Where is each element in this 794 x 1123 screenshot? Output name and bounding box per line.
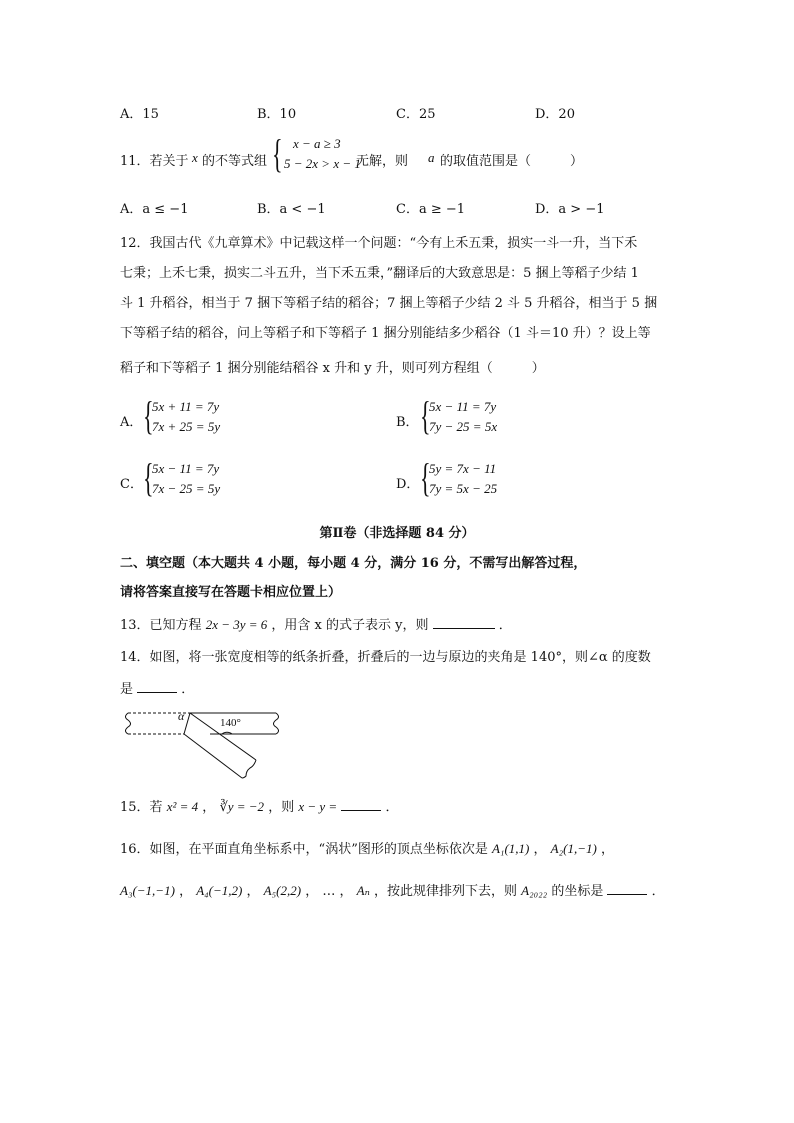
- q16-line-2-end: 的坐标是: [551, 884, 604, 899]
- q12-option-d-brace: {: [420, 455, 431, 500]
- q15-answer-blank[interactable]: [341, 798, 381, 811]
- q16-answer-blank[interactable]: [607, 882, 647, 895]
- q16-an: Aₙ: [356, 883, 370, 898]
- q14-end: ．: [181, 682, 195, 697]
- q13-equation: 2x − 3y = 6: [205, 617, 268, 632]
- q12-line-1: 12．我国古代《九章算术》中记载这样一个问题：“今有上禾五秉，损实一斗一升，当下禾: [120, 236, 638, 251]
- q11-x-var: x: [192, 150, 198, 165]
- q16-line-2-mid: ，按此规律排列下去，则: [374, 884, 518, 899]
- q14-line-2: 是: [120, 682, 134, 697]
- q16-a2022: A₂₀₂₂: [521, 883, 548, 898]
- q12-option-b-brace: {: [420, 393, 431, 438]
- q11-prefix: 11．若关于: [120, 154, 189, 169]
- q16-sep-5: ，: [339, 884, 353, 899]
- q13-answer-blank[interactable]: [433, 616, 495, 629]
- q16-line-1: [120, 838, 614, 857]
- q16-sep-1: ，: [533, 842, 547, 857]
- q12-option-c-label: C．: [120, 477, 143, 492]
- q15-mid: ，则: [268, 800, 295, 815]
- q12-option-a-brace: {: [143, 393, 154, 438]
- q11-option-d: D．a > −1: [535, 202, 605, 217]
- q11-option-c: C．a ≥ −1: [396, 202, 466, 217]
- q12-line-2: 七秉；上禾七秉，损实二斗五升，当下禾五秉，”翻译后的大致意思是：5 捆上等稻子少结 1: [120, 266, 639, 281]
- q14-flap-cut: [242, 760, 256, 778]
- q14-folded-strip-figure: [118, 705, 288, 785]
- q16-end: ．: [651, 884, 665, 899]
- q16-sep-2: ，: [179, 884, 193, 899]
- q14-answer-blank[interactable]: [137, 680, 177, 693]
- q15-eq2: ∛y = −2: [219, 799, 265, 814]
- q12-option-d-eq1: 5y = 7x − 11: [429, 461, 497, 476]
- section2-heading-line-2: 请将答案直接写在答题卡相应位置上）: [120, 585, 342, 600]
- q16-sep-4: ，: [305, 884, 319, 899]
- q12-option-a-eq1: 5x + 11 = 7y: [152, 399, 220, 414]
- q11-brace: {: [272, 131, 283, 176]
- q10-option-b: B．10: [257, 107, 297, 122]
- q16-a3: A₃(−1,−1): [120, 883, 175, 898]
- q14-flap-edge-2: [184, 734, 242, 778]
- q14-alpha-label: α: [178, 709, 185, 723]
- q13-suffix: ，用含 x 的式子表示 y，则: [271, 618, 429, 633]
- q12-option-b-label: B．: [396, 415, 419, 430]
- q16-a5: A₅(2,2): [263, 883, 302, 898]
- q14-line-2-wrap: [120, 678, 194, 697]
- q12-option-c-eq2: 7x − 25 = 5y: [152, 481, 221, 496]
- q14-fold-line: [184, 713, 190, 734]
- question-15: [120, 796, 398, 815]
- q10-option-a: A．15: [120, 107, 159, 122]
- q12-option-d-label: D．: [396, 477, 420, 492]
- q16-a2: A₂(1,−1): [550, 841, 597, 856]
- q16-a4: A₄(−1,2): [196, 883, 243, 898]
- q15-end: ．: [385, 800, 399, 815]
- q16-a1: A₁(1,1): [491, 841, 530, 856]
- q11-suffix-a: 无解，则: [356, 154, 409, 169]
- q11-ineq-1: x − a ≥ 3: [293, 136, 341, 151]
- q15-eq1: x² = 4: [166, 799, 199, 814]
- q16-line-2: [120, 880, 665, 899]
- q15-eq3: x − y =: [298, 799, 338, 814]
- q10-option-d: D．20: [535, 107, 575, 122]
- q12-option-b-eq2: 7y − 25 = 5x: [429, 419, 498, 434]
- q12-option-d-eq2: 7y = 5x − 25: [429, 481, 498, 496]
- q15-sep: ，: [202, 800, 216, 815]
- q14-left-cut: [126, 713, 131, 734]
- q12-line-5: 稻子和下等稻子 1 捆分别能结稻谷 x 升和 y 升，则可列方程组（ ）: [120, 361, 545, 376]
- q12-line-4: 下等稻子结的稻谷，问上等稻子和下等稻子 1 捆分别能结多少稻谷（1 斗＝10 升）？设上等: [120, 326, 651, 341]
- q13-prefix: 13．已知方程: [120, 618, 202, 633]
- q11-ineq-2: 5 − 2x > x − 1: [284, 156, 361, 171]
- q16-dots: …: [322, 884, 336, 899]
- q11-suffix-b: 的取值范围是（ ）: [440, 154, 584, 169]
- q12-line-3: 斗 1 升稻谷，相当于 7 捆下等稻子结的稻谷；7 捆上等稻子少结 2 斗 5 升稻谷，相当于 5 捆: [120, 296, 658, 311]
- q10-option-c: C．25: [396, 107, 436, 122]
- q15-prefix: 15．若: [120, 800, 163, 815]
- q12-option-b-eq1: 5x − 11 = 7y: [429, 399, 497, 414]
- q11-option-a: A．a ≤ −1: [120, 202, 189, 217]
- q12-option-c-eq1: 5x − 11 = 7y: [152, 461, 220, 476]
- q11-option-b: B．a < −1: [257, 202, 326, 217]
- q12-option-a-eq2: 7x + 25 = 5y: [152, 419, 221, 434]
- q12-option-c-brace: {: [143, 455, 154, 500]
- section2-heading-line-1: 二、填空题（本大题共 4 小题，每小题 4 分，满分 16 分，不需写出解答过程，: [120, 556, 587, 571]
- q14-right-cut: [274, 713, 279, 734]
- q13-end: ．: [498, 618, 512, 633]
- q12-option-a-label: A．: [120, 415, 143, 430]
- q11-mid: 的不等式组: [202, 154, 268, 169]
- q16-line-1-prefix: 16．如图，在平面直角坐标系中，“涡状”图形的顶点坐标依次是: [120, 842, 488, 857]
- q14-angle-label: 140°: [220, 717, 241, 729]
- question-13: [120, 614, 512, 633]
- q16-line-1-end: ，: [600, 842, 614, 857]
- q16-sep-3: ，: [246, 884, 260, 899]
- part2-title: 第Ⅱ卷（非选择题 84 分）: [319, 526, 475, 541]
- q14-line-1: 14．如图，将一张宽度相等的纸条折叠，折叠后的一边与原边的夹角是 140°，则∠α 的度数: [120, 650, 651, 665]
- q11-a-var: a: [428, 150, 435, 165]
